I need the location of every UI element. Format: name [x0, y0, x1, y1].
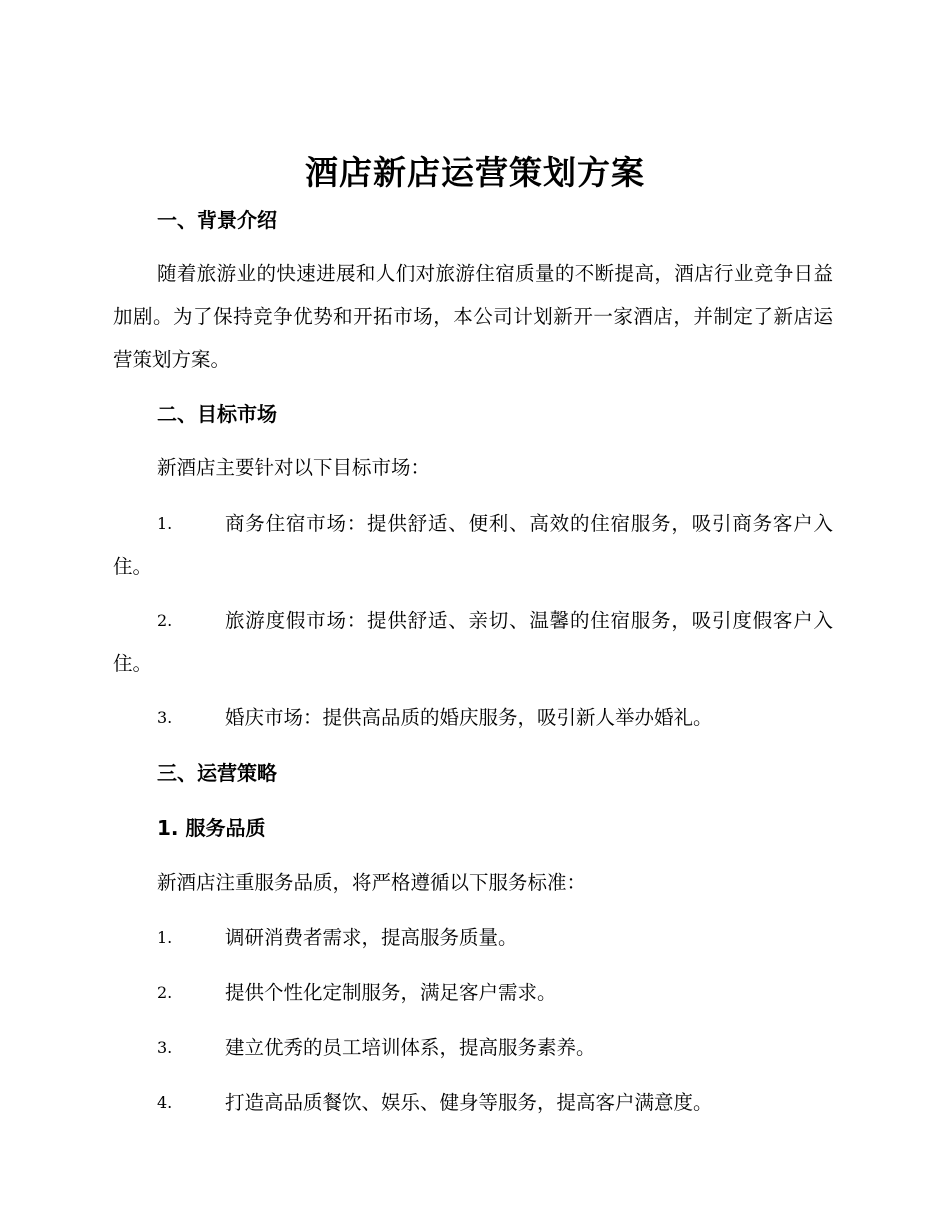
- list-item-text: 旅游度假市场：提供舒适、亲切、温馨的住宿服务，吸引度假客户入住。: [113, 609, 833, 675]
- list-item-text: 打造高品质餐饮、娱乐、健身等服务，提高客户满意度。: [225, 1091, 713, 1114]
- document-title: 酒店新店运营策划方案: [305, 153, 645, 192]
- list-item-number: 3.: [157, 708, 173, 727]
- list-item: [113, 502, 833, 588]
- list-item-number: 2.: [157, 611, 173, 630]
- section-heading-target-market: 二、目标市场: [157, 402, 277, 426]
- list-item: [113, 971, 833, 1014]
- list-item: [113, 916, 833, 959]
- list-item-number: 1.: [157, 928, 173, 947]
- list-item-number: 2.: [157, 983, 173, 1002]
- background-paragraph: 随着旅游业的快速进展和人们对旅游住宿质量的不断提高，酒店行业竞争日益加剧。为了保持竞争优势和开拓市场，本公司计划新开一家酒店，并制定了新店运营策划方案。: [113, 262, 833, 371]
- list-item-text: 调研消费者需求，提高服务质量。: [225, 926, 518, 949]
- list-item-number: 1.: [157, 514, 173, 533]
- list-item: [113, 1026, 833, 1069]
- target-market-intro: 新酒店主要针对以下目标市场：: [157, 456, 431, 479]
- list-item-number: 3.: [157, 1038, 173, 1057]
- list-item-number: 4.: [157, 1093, 173, 1112]
- list-item: [113, 599, 833, 685]
- list-item: [113, 696, 833, 739]
- list-item-text: 商务住宿市场：提供舒适、便利、高效的住宿服务，吸引商务客户入住。: [113, 512, 833, 578]
- list-item: [113, 1081, 833, 1124]
- section-heading-background: 一、背景介绍: [157, 208, 277, 232]
- list-item-text: 婚庆市场：提供高品质的婚庆服务，吸引新人举办婚礼。: [225, 706, 713, 729]
- section-heading-strategy: 三、运营策略: [157, 761, 277, 785]
- subsection-heading-service-quality: 1. 服务品质: [157, 816, 266, 840]
- strategy-intro: 新酒店注重服务品质，将严格遵循以下服务标准：: [157, 871, 587, 894]
- list-item-text: 建立优秀的员工培训体系，提高服务素养。: [225, 1036, 596, 1059]
- list-item-text: 提供个性化定制服务，满足客户需求。: [225, 981, 557, 1004]
